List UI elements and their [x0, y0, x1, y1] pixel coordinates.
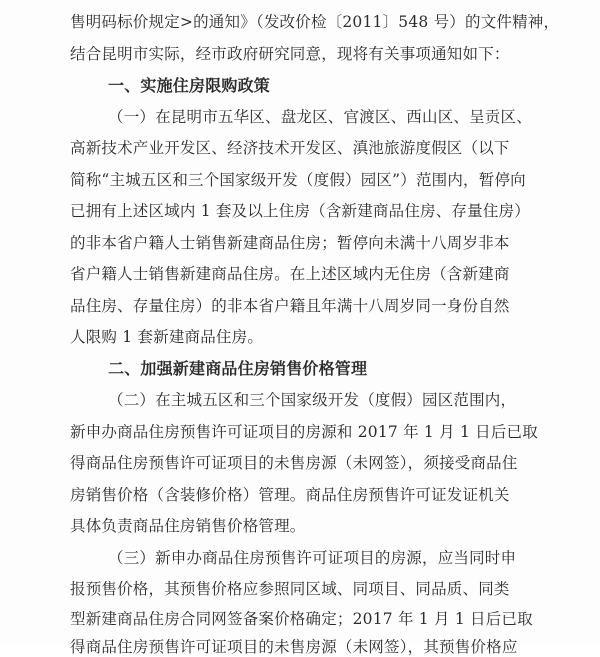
paragraph-line: 具体负责商品住房销售价格管理。: [70, 517, 306, 535]
section-heading: 二、加强新建商品住房销售价格管理: [108, 359, 368, 378]
section-heading: 一、实施住房限购政策: [108, 76, 271, 95]
paragraph-line: （三）新申办商品住房预售许可证项目的房源，应当同时申: [108, 549, 517, 567]
paragraph-line: 得商品住房预售许可证项目的未售房源（未网签），须接受商品住: [70, 454, 518, 472]
paragraph-line: 省户籍人士销售新建商品住房。在上述区域内无住房（含新建商: [70, 265, 510, 283]
paragraph-line: 得商品住房预售许可证项目的未售房源（未网签），其预售价格应: [70, 638, 518, 656]
paragraph-line: 售明码标价规定>的通知》（发改价检〔2011〕548 号）的文件精神，: [70, 13, 560, 31]
paragraph-line: 型新建商品住房合同网签备案价格确定；2017 年 1 月 1 日后已取: [70, 610, 533, 628]
paragraph-line: 房销售价格（含装修价格）管理。商品住房预售许可证发证机关: [70, 486, 510, 504]
paragraph-line: 的非本省户籍人士销售新建商品住房；暂停向未满十八周岁非本: [70, 234, 510, 252]
paragraph-line: 报预售价格，其预售价格应参照同区域、同项目、同品质、同类: [70, 580, 510, 598]
paragraph-line: 已拥有上述区域内 1 套及以上住房（含新建商品住房、存量住房）: [70, 202, 530, 220]
paragraph-line: 简称“主城五区和三个国家级开发（度假）园区”）范围内，暂停向: [70, 171, 526, 189]
paragraph-line: （一）在昆明市五华区、盘龙区、官渡区、西山区、呈贡区、: [108, 108, 532, 126]
paragraph-line: 新申办商品住房预售许可证项目的房源和 2017 年 1 月 1 日后已取: [70, 423, 538, 441]
paragraph-line: 高新技术产业开发区、经济技术开发区、滇池旅游度假区（以下: [70, 139, 510, 157]
paragraph-line: 品住房、存量住房）的非本省户籍且年满十八周岁同一身份自然: [70, 297, 510, 315]
paragraph-line: 人限购 1 套新建商品住房。: [70, 328, 264, 346]
paragraph-line: 结合昆明市实际，经市政府研究同意，现将有关事项通知如下：: [70, 45, 510, 63]
paragraph-line: （二）在主城五区和三个国家级开发（度假）园区范围内，: [108, 391, 517, 409]
